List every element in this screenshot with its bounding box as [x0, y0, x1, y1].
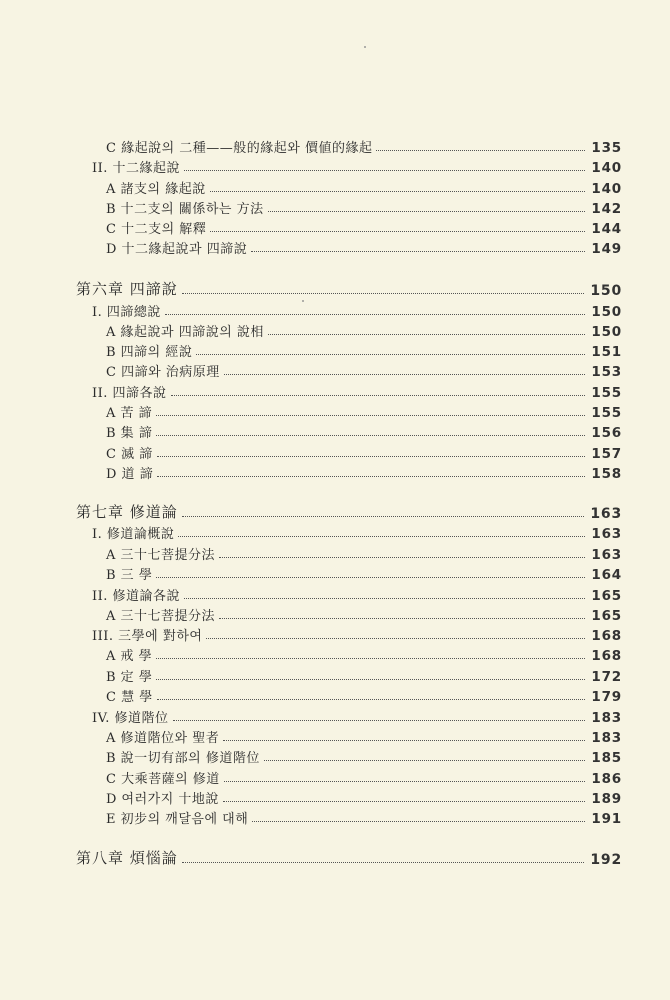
toc-entry[interactable] — [106, 134, 622, 156]
dot-leader — [171, 395, 586, 396]
toc-entry[interactable] — [106, 399, 622, 421]
toc-entry-label: A 修道階位와 聖者 — [106, 731, 220, 746]
dot-leader — [184, 598, 585, 599]
toc-page-number: 142 — [591, 201, 622, 217]
toc-page-number: 189 — [591, 791, 622, 807]
toc-page-number: 144 — [591, 221, 622, 237]
toc-entry[interactable] — [106, 805, 622, 827]
dot-leader — [182, 862, 585, 863]
toc-entry[interactable] — [92, 520, 622, 542]
toc-page-number: 135 — [591, 140, 622, 156]
dot-leader — [210, 231, 585, 232]
dot-leader — [264, 760, 586, 761]
toc-entry[interactable] — [106, 724, 622, 746]
dot-leader — [182, 516, 585, 517]
toc-page-number: 191 — [591, 811, 622, 827]
toc-entry[interactable] — [106, 175, 622, 197]
toc-page-number: 192 — [590, 852, 622, 868]
dot-leader — [206, 638, 585, 639]
toc-entry[interactable] — [106, 765, 622, 787]
toc-entry-label: C 十二支의 解釋 — [106, 222, 207, 237]
toc-page-number: 163 — [591, 547, 622, 563]
toc-page-number: 156 — [591, 425, 622, 441]
toc-page-number: 150 — [591, 304, 622, 320]
toc-entry-label: B 三 學 — [106, 568, 153, 583]
dot-leader — [157, 699, 586, 700]
toc-page-number: 163 — [590, 506, 622, 522]
dot-leader — [173, 720, 586, 721]
dot-leader — [184, 170, 585, 171]
toc-entry[interactable] — [106, 419, 622, 441]
toc-entry[interactable] — [92, 379, 622, 401]
toc-entry[interactable] — [92, 582, 622, 604]
toc-page-number: 140 — [591, 160, 622, 176]
dot-leader — [156, 679, 585, 680]
toc-entry-label: B 定 學 — [106, 670, 153, 685]
toc-page-number: 179 — [591, 689, 622, 705]
dot-leader — [223, 801, 585, 802]
toc-entry[interactable] — [106, 215, 622, 237]
toc-entry[interactable] — [106, 602, 622, 624]
toc-entry-label: II. 十二緣起說 — [92, 161, 181, 176]
toc-entry[interactable] — [106, 561, 622, 583]
toc-entry-label: E 初步의 깨달음에 대해 — [106, 812, 249, 827]
toc-entry[interactable] — [92, 298, 622, 320]
toc-entry[interactable] — [106, 460, 622, 482]
toc-entry-label: B 集 諦 — [106, 426, 153, 441]
toc-page-number: 183 — [591, 710, 622, 726]
toc-page-number: 153 — [591, 364, 622, 380]
toc-entry[interactable] — [106, 541, 622, 563]
toc-page-number: 140 — [591, 181, 622, 197]
toc-entry-label: D 道 諦 — [106, 467, 154, 482]
toc-entry-label: C 大乘菩薩의 修道 — [106, 772, 220, 787]
toc-page-number: 150 — [590, 283, 622, 299]
toc-entry[interactable] — [92, 154, 622, 176]
toc-page-number: 185 — [591, 750, 622, 766]
toc-entry-label: A 戒 學 — [106, 649, 153, 664]
toc-page-number: 155 — [591, 405, 622, 421]
toc-entry[interactable] — [106, 318, 622, 340]
toc-page-number: 157 — [591, 446, 622, 462]
toc-entry[interactable] — [106, 440, 622, 462]
dot-leader — [182, 293, 585, 294]
dot-leader — [178, 536, 585, 537]
toc-page-number: 168 — [591, 628, 622, 644]
paper-speck — [364, 46, 366, 48]
dot-leader — [210, 191, 586, 192]
toc-page-number: 165 — [591, 588, 622, 604]
toc-entry[interactable] — [106, 195, 622, 217]
toc-entry-label: C 緣起說의 二種——般的緣起와 價値的緣起 — [106, 141, 373, 156]
toc-page-number: 165 — [591, 608, 622, 624]
dot-leader — [156, 658, 585, 659]
toc-entry-label: I. 修道論概說 — [92, 527, 175, 542]
toc-entry-label: B 四諦의 經說 — [106, 345, 193, 360]
toc-entry-label: B 說一切有部의 修道階位 — [106, 751, 260, 766]
dot-leader — [252, 821, 585, 822]
toc-chapter-label: 第六章 四諦說 — [76, 280, 178, 298]
dot-leader — [224, 374, 586, 375]
toc-entry-label: A 三十七菩提分法 — [106, 609, 216, 624]
dot-leader — [224, 781, 586, 782]
toc-entry-label: A 諸支의 緣起說 — [106, 182, 206, 197]
toc-entry-label: D 十二緣起說과 四諦說 — [106, 242, 248, 257]
toc-entry[interactable] — [106, 338, 622, 360]
toc-entry-label: C 四諦와 治病原理 — [106, 365, 220, 380]
toc-entry[interactable] — [106, 663, 622, 685]
dot-leader — [219, 557, 585, 558]
toc-page-number: 150 — [591, 324, 622, 340]
toc-entry-label: C 慧 學 — [106, 690, 153, 705]
dot-leader — [156, 435, 585, 436]
dot-leader — [268, 211, 586, 212]
toc-chapter-label: 第七章 修道論 — [76, 503, 178, 521]
toc-entry[interactable] — [106, 683, 622, 705]
toc-page-number: 183 — [591, 730, 622, 746]
toc-entry-label: A 緣起說과 四諦說의 說相 — [106, 325, 264, 340]
toc-chapter-7[interactable] — [76, 500, 622, 522]
toc-entry[interactable] — [106, 358, 622, 380]
toc-entry-label: IV. 修道階位 — [92, 711, 169, 726]
dot-leader — [165, 314, 586, 315]
dot-leader — [376, 150, 585, 151]
toc-entry-label: C 滅 諦 — [106, 447, 153, 462]
toc-entry[interactable] — [106, 785, 622, 807]
toc-entry-label: A 三十七菩提分法 — [106, 548, 216, 563]
toc-entry[interactable] — [92, 704, 622, 726]
toc-page-number: 155 — [591, 385, 622, 401]
toc-chapter-label: 第八章 煩惱論 — [76, 849, 178, 867]
toc-entry[interactable] — [106, 744, 622, 766]
toc-page-number: 186 — [591, 771, 622, 787]
toc-page-number: 168 — [591, 648, 622, 664]
dot-leader — [157, 456, 586, 457]
toc-page-number: 149 — [591, 241, 622, 257]
dot-leader — [223, 740, 585, 741]
toc-page-number: 172 — [591, 669, 622, 685]
dot-leader — [156, 577, 585, 578]
dot-leader — [251, 251, 585, 252]
dot-leader — [157, 476, 585, 477]
dot-leader — [219, 618, 585, 619]
dot-leader — [268, 334, 586, 335]
toc-entry-label: III. 三學에 對하여 — [92, 629, 203, 644]
toc-entry[interactable] — [106, 642, 622, 664]
dot-leader — [196, 354, 585, 355]
toc-entry-label: A 苦 諦 — [106, 406, 153, 421]
toc-entry-label: D 여러가지 十地說 — [106, 792, 219, 807]
toc-chapter-6[interactable] — [76, 277, 622, 299]
toc-entry[interactable] — [92, 622, 622, 644]
toc-entry-label: II. 四諦各說 — [92, 386, 167, 401]
toc-entry[interactable] — [106, 235, 622, 257]
toc-page-number: 163 — [591, 526, 622, 542]
toc-chapter-8[interactable] — [76, 846, 622, 868]
toc-page-number: 151 — [591, 344, 622, 360]
dot-leader — [156, 415, 585, 416]
toc-entry-label: I. 四諦總說 — [92, 305, 161, 320]
toc-page-number: 158 — [591, 466, 622, 482]
toc-page-number: 164 — [591, 567, 622, 583]
toc-entry-label: II. 修道論各說 — [92, 589, 181, 604]
toc-entry-label: B 十二支의 關係하는 方法 — [106, 202, 264, 217]
